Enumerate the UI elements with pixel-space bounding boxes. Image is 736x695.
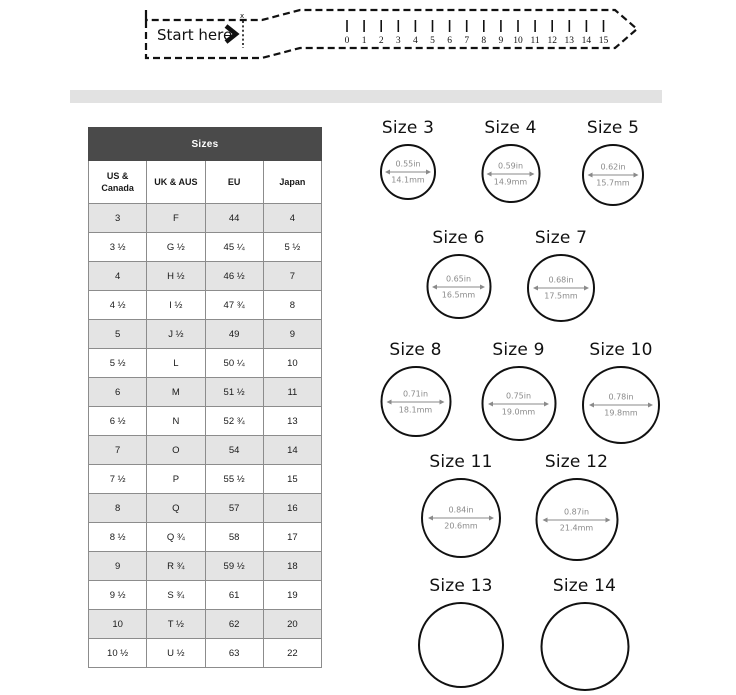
ring-size-title: Size 3 <box>381 118 435 138</box>
start-here-label: Start here <box>157 26 233 44</box>
sizes-table-cell: 19 <box>263 581 321 610</box>
x-marker-label: x <box>240 12 245 20</box>
ring-circle <box>582 366 660 444</box>
ring-size-title: Size 10 <box>589 340 653 360</box>
ring-diameter-annotation <box>432 274 485 299</box>
ruler-tick-label: 10 <box>513 36 523 46</box>
sizes-table-cell: 5 ½ <box>263 233 321 262</box>
ring-size-title: Size 14 <box>552 576 617 596</box>
ring-diameter-inches: 0.71in <box>402 389 429 398</box>
ruler-tick-label: 3 <box>395 36 401 46</box>
sizes-table-column-header: EU <box>205 161 263 204</box>
ring-size-item <box>528 576 641 695</box>
sizes-table-cell: 10 <box>89 610 147 639</box>
ring-diameter-annotation <box>533 276 589 301</box>
sizes-table-container <box>88 127 322 668</box>
sizes-table-cell: P <box>147 465 205 494</box>
sizes-table-header-row <box>89 161 322 204</box>
table-row <box>89 465 322 494</box>
measuring-strip <box>0 0 736 78</box>
ring-size-item <box>409 452 513 562</box>
ring-diameter-mm: 18.1mm <box>398 405 433 414</box>
sizes-table-cell: I ½ <box>147 291 205 320</box>
sizes-table-cell: 16 <box>263 494 321 523</box>
section-divider <box>70 90 662 103</box>
sizes-table-cell: 63 <box>205 639 263 668</box>
table-row <box>89 581 322 610</box>
ring-diameter-mm: 19.8mm <box>604 408 638 418</box>
sizes-table-cell: Q ¾ <box>147 523 205 552</box>
ring-diameter-mm: 14.1mm <box>391 175 425 185</box>
ring-size-item <box>570 118 656 210</box>
diameter-arrow-icon <box>432 283 485 290</box>
ring-circle <box>527 254 595 322</box>
ring-size-title: Size 5 <box>586 118 640 138</box>
ring-size-item <box>469 118 552 207</box>
table-row <box>89 349 322 378</box>
sizes-table-cell: 15 <box>263 465 321 494</box>
sizes-table-cell: 17 <box>263 523 321 552</box>
ring-circle <box>426 254 491 319</box>
sizes-table-cell: 4 ½ <box>89 291 147 320</box>
sizes-table-cell: 54 <box>205 436 263 465</box>
table-row <box>89 407 322 436</box>
sizes-table-cell: 52 ¾ <box>205 407 263 436</box>
ring-diameter-inches: 0.84in <box>448 505 474 515</box>
sizes-table-cell: 61 <box>205 581 263 610</box>
sizes-table-cell: 7 ½ <box>89 465 147 494</box>
sizes-table-cell: 50 ¼ <box>205 349 263 378</box>
ruler-tick-label: 1 <box>361 36 367 46</box>
diameter-arrow-icon <box>588 172 639 179</box>
ring-diameter-mm: 17.5mm <box>544 291 578 301</box>
ring-circle <box>421 478 501 558</box>
ring-diameter-inches: 0.62in <box>600 162 626 172</box>
sizes-table-cell: 20 <box>263 610 321 639</box>
ruler-tick-label: 4 <box>413 36 418 46</box>
sizes-table-cell: F <box>147 204 205 233</box>
sizes-table-cell: 5 ½ <box>89 349 147 378</box>
sizes-table-cell: 9 ½ <box>89 581 147 610</box>
ruler-tick-label: 13 <box>564 36 575 46</box>
sizes-table-cell: 10 <box>263 349 321 378</box>
diameter-arrow-icon <box>387 398 445 405</box>
ring-diameter-annotation <box>428 506 494 531</box>
sizes-table-cell: 55 ½ <box>205 465 263 494</box>
ring-circle <box>418 602 504 688</box>
ring-diameter-annotation <box>488 391 549 416</box>
diameter-arrow-icon <box>487 170 535 177</box>
sizes-table-cell: L <box>147 349 205 378</box>
sizes-table-cell: S ¾ <box>147 581 205 610</box>
sizes-table-column-header: US & Canada <box>89 161 147 204</box>
sizes-table-cell: 7 <box>263 262 321 291</box>
sizes-table-cell: 14 <box>263 436 321 465</box>
ring-diameter-inches: 0.78in <box>608 392 634 402</box>
sizes-table-column-header: UK & AUS <box>147 161 205 204</box>
table-row <box>89 233 322 262</box>
sizes-table-cell: 9 <box>263 320 321 349</box>
sizes-table-cell: 4 <box>89 262 147 291</box>
sizes-table-cell: J ½ <box>147 320 205 349</box>
sizes-table-cell: 8 <box>263 291 321 320</box>
ring-diameter-inches: 0.87in <box>563 507 590 516</box>
sizes-table-cell: 3 <box>89 204 147 233</box>
sizes-table-cell: 9 <box>89 552 147 581</box>
sizes-table-cell: 3 ½ <box>89 233 147 262</box>
ruler-tick-label: 15 <box>598 36 609 46</box>
sizes-table-cell: O <box>147 436 205 465</box>
diameter-arrow-icon <box>543 516 611 523</box>
ring-diameter-inches: 0.65in <box>445 274 472 283</box>
table-row <box>89 204 322 233</box>
ring-diameter-mm: 15.7mm <box>596 178 630 188</box>
table-row <box>89 639 322 668</box>
sizes-table-column-header: Japan <box>263 161 321 204</box>
table-row <box>89 378 322 407</box>
ring-size-item <box>414 228 503 323</box>
ring-size-item <box>570 340 672 448</box>
sizes-table-cell: N <box>147 407 205 436</box>
ruler-tick-label: 0 <box>344 36 350 46</box>
ring-diameter-mm: 16.5mm <box>441 290 476 299</box>
table-row <box>89 291 322 320</box>
ruler-tick-label: 11 <box>530 36 540 46</box>
ring-size-title: Size 12 <box>544 452 609 472</box>
ring-diameter-annotation <box>589 393 653 418</box>
table-row <box>89 262 322 291</box>
ring-size-item <box>523 452 630 565</box>
ring-size-item <box>368 340 463 441</box>
ruler-tick-label: 5 <box>430 36 435 46</box>
ring-circle <box>540 602 629 691</box>
ring-size-title: Size 4 <box>484 118 537 138</box>
sizes-table-cell: 8 ½ <box>89 523 147 552</box>
sizes-table-cell: T ½ <box>147 610 205 639</box>
ring-circle <box>481 144 540 203</box>
sizes-table-cell: 44 <box>205 204 263 233</box>
sizes-table-cell: 58 <box>205 523 263 552</box>
sizes-table-cell: 7 <box>89 436 147 465</box>
table-row <box>89 494 322 523</box>
sizes-table-cell: 5 <box>89 320 147 349</box>
ring-diameter-annotation <box>385 160 431 185</box>
sizes-table-cell: 10 ½ <box>89 639 147 668</box>
ring-size-title: Size 9 <box>492 340 545 360</box>
ring-diameter-annotation <box>588 163 639 188</box>
ruler-tick-label: 6 <box>447 36 452 46</box>
sizes-table-body <box>89 204 322 668</box>
ruler-tick-label: 7 <box>464 36 470 46</box>
ring-diameter-annotation <box>387 389 445 414</box>
ring-diameter-inches: 0.75in <box>505 391 532 400</box>
ring-diameter-mm: 19.0mm <box>501 407 536 416</box>
ring-diameter-inches: 0.59in <box>497 161 524 170</box>
ring-size-item <box>469 340 568 445</box>
ring-circle <box>481 366 556 441</box>
ring-diameter-mm: 20.6mm <box>444 521 478 531</box>
sizes-table-cell: 59 ½ <box>205 552 263 581</box>
table-row <box>89 523 322 552</box>
sizes-table-cell: 47 ¾ <box>205 291 263 320</box>
ring-size-title: Size 13 <box>429 576 493 596</box>
table-row <box>89 320 322 349</box>
sizes-table-cell: 57 <box>205 494 263 523</box>
ring-circle <box>582 144 644 206</box>
ring-diameter-annotation <box>543 507 611 532</box>
diameter-arrow-icon <box>428 515 494 522</box>
sizes-table-cell: 6 <box>89 378 147 407</box>
ring-diameter-inches: 0.55in <box>395 159 421 169</box>
diameter-arrow-icon <box>589 402 653 409</box>
sizes-table-cell: 22 <box>263 639 321 668</box>
ruler-tick-label: 8 <box>481 36 487 46</box>
table-row <box>89 610 322 639</box>
sizes-table-cell: R ¾ <box>147 552 205 581</box>
measuring-strip-graphic <box>0 0 736 78</box>
ring-diameter-mm: 14.9mm <box>493 177 528 186</box>
sizes-table-cell: 62 <box>205 610 263 639</box>
sizes-table-cell: Q <box>147 494 205 523</box>
ring-size-item <box>406 576 516 692</box>
diameter-arrow-icon <box>385 169 431 176</box>
ruler-tick-label: 14 <box>581 36 592 46</box>
sizes-table-title: Sizes <box>89 128 322 161</box>
ring-size-title: Size 7 <box>534 228 588 248</box>
ring-size-item <box>515 228 607 326</box>
sizes-table-cell: M <box>147 378 205 407</box>
sizes-table <box>88 127 322 668</box>
sizes-table-cell: 46 ½ <box>205 262 263 291</box>
sizes-table-cell: 45 ¼ <box>205 233 263 262</box>
sizes-table-cell: 6 ½ <box>89 407 147 436</box>
ring-size-title: Size 11 <box>429 452 493 472</box>
sizes-table-cell: 11 <box>263 378 321 407</box>
ring-size-item <box>368 118 448 204</box>
sizes-table-cell: G ½ <box>147 233 205 262</box>
diameter-arrow-icon <box>488 400 549 407</box>
table-row <box>89 552 322 581</box>
sizes-table-cell: 8 <box>89 494 147 523</box>
sizes-table-cell: 49 <box>205 320 263 349</box>
ruler-tick-label: 12 <box>547 36 557 46</box>
sizes-table-cell: 13 <box>263 407 321 436</box>
ring-circle <box>535 478 618 561</box>
sizes-table-cell: 51 ½ <box>205 378 263 407</box>
ring-diameter-inches: 0.68in <box>548 275 574 285</box>
sizes-table-cell: H ½ <box>147 262 205 291</box>
diameter-arrow-icon <box>533 285 589 292</box>
sizes-table-cell: 4 <box>263 204 321 233</box>
ring-size-title: Size 8 <box>389 340 442 360</box>
ruler-tick-label: 9 <box>498 36 504 46</box>
ruler-tick-label: 2 <box>378 36 384 46</box>
ring-circle <box>380 366 451 437</box>
ring-diameter-mm: 21.4mm <box>559 523 594 532</box>
ring-size-circles <box>352 118 736 620</box>
table-row <box>89 436 322 465</box>
sizes-table-cell: 18 <box>263 552 321 581</box>
ring-diameter-annotation <box>487 161 535 186</box>
sizes-table-cell: U ½ <box>147 639 205 668</box>
ring-circle <box>380 144 436 200</box>
ring-size-title: Size 6 <box>432 228 485 248</box>
